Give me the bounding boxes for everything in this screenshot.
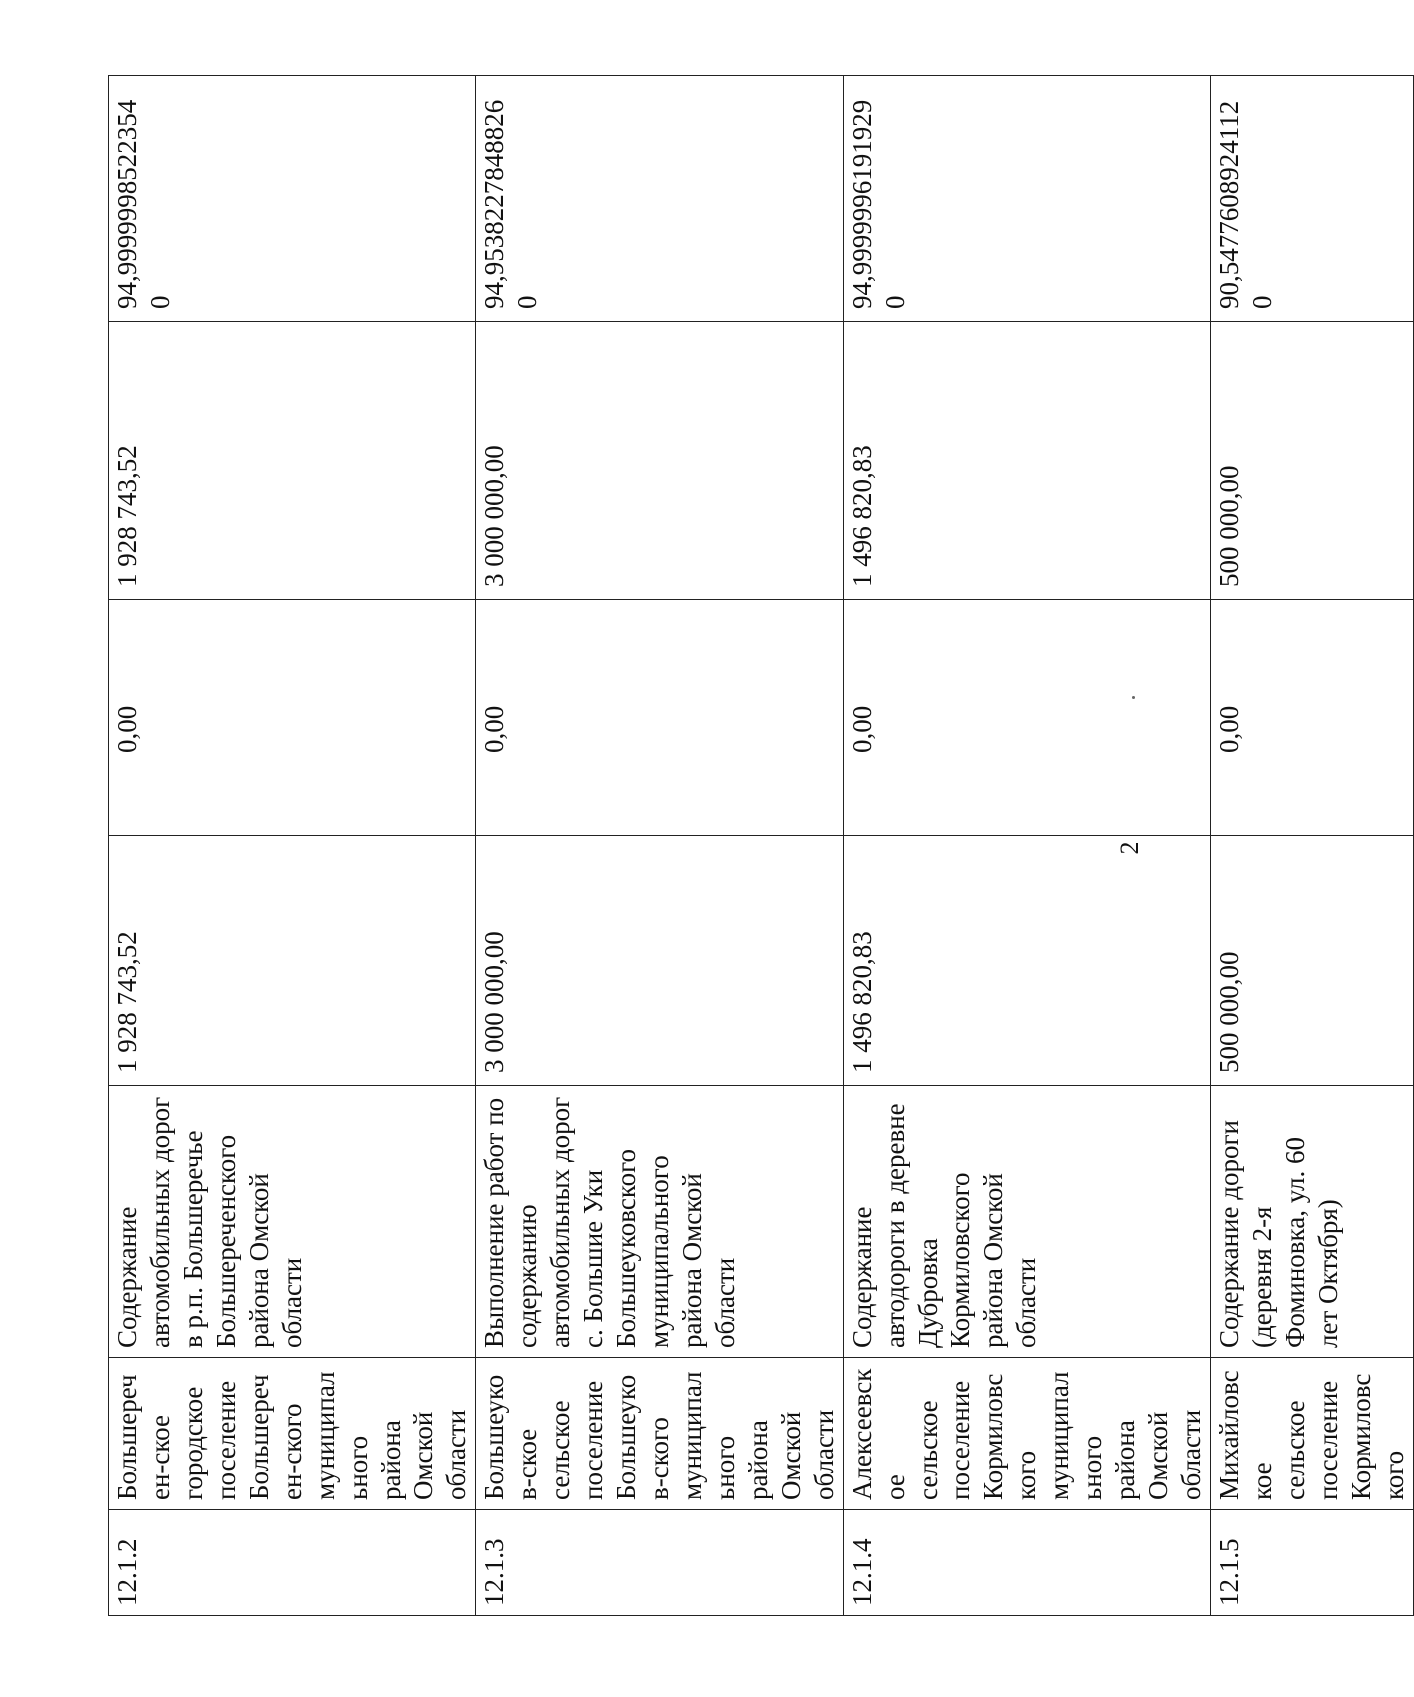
table-row	[1210, 76, 1413, 1616]
page-number: 2	[1115, 841, 1144, 855]
object-cell: Выполнение работ по содержанию автомобильных дорог с. Большие Уки Большеуковского муниципального района Омской области	[476, 1086, 843, 1358]
municipality-cell: Большеуков-ское сельское поселение Большеуков-ского муниципального района Омской области	[476, 1358, 843, 1510]
sum-funded-cell: 1 496 820,83	[843, 322, 1210, 600]
percent-cell: 94,9999998522354 0	[109, 76, 476, 322]
sum-funded-cell: 500 000,00	[1210, 322, 1413, 600]
sum-total-cell: 3 000 000,00	[476, 836, 843, 1086]
row-number: 12.1.5	[1210, 1510, 1413, 1616]
table-row	[109, 76, 476, 1616]
percent-cell: 94,9538227848826 0	[476, 76, 843, 322]
municipality-cell: Алексеевское сельское поселение Кормиловского муниципального района Омской области	[843, 1358, 1210, 1510]
sum-zero-cell: 0,00	[109, 600, 476, 836]
row-number: 12.1.3	[476, 1510, 843, 1616]
row-number: 12.1.2	[109, 1510, 476, 1616]
object-cell: Содержание автодороги в деревне Дубровка Кормиловского района Омской области	[843, 1086, 1210, 1358]
sum-zero-cell: 0,00	[1210, 600, 1413, 836]
sum-total-cell: 1 496 820,83	[843, 836, 1210, 1086]
document-page	[0, 48, 1409, 1648]
sum-total-cell: 500 000,00	[1210, 836, 1413, 1086]
sum-funded-cell: 1 928 743,52	[109, 322, 476, 600]
percent-cell: 90,5477608924112 0	[1210, 76, 1413, 322]
object-cell: Содержание автомобильных дорог в р.п. Большеречье Большереченского района Омской области	[109, 1086, 476, 1358]
municipality-cell: Михайловское сельское поселение Кормиловского	[1210, 1358, 1413, 1510]
percent-cell: 94,9999996191929 0	[843, 76, 1210, 322]
sum-zero-cell: 0,00	[476, 600, 843, 836]
data-table	[108, 75, 1414, 1616]
municipality-cell: Большеречен-ское городское поселение Большеречен-ского муниципального района Омской области	[109, 1358, 476, 1510]
sum-funded-cell: 3 000 000,00	[476, 322, 843, 600]
table-row	[476, 76, 843, 1616]
sum-total-cell: 1 928 743,52	[109, 836, 476, 1086]
object-cell: Содержание дороги (деревня 2-я Фоминовка, ул. 60 лет Октября)	[1210, 1086, 1413, 1358]
row-number: 12.1.4	[843, 1510, 1210, 1616]
sum-zero-cell: 0,00	[843, 600, 1210, 836]
table-row	[843, 76, 1210, 1616]
scan-speck	[1132, 696, 1135, 699]
